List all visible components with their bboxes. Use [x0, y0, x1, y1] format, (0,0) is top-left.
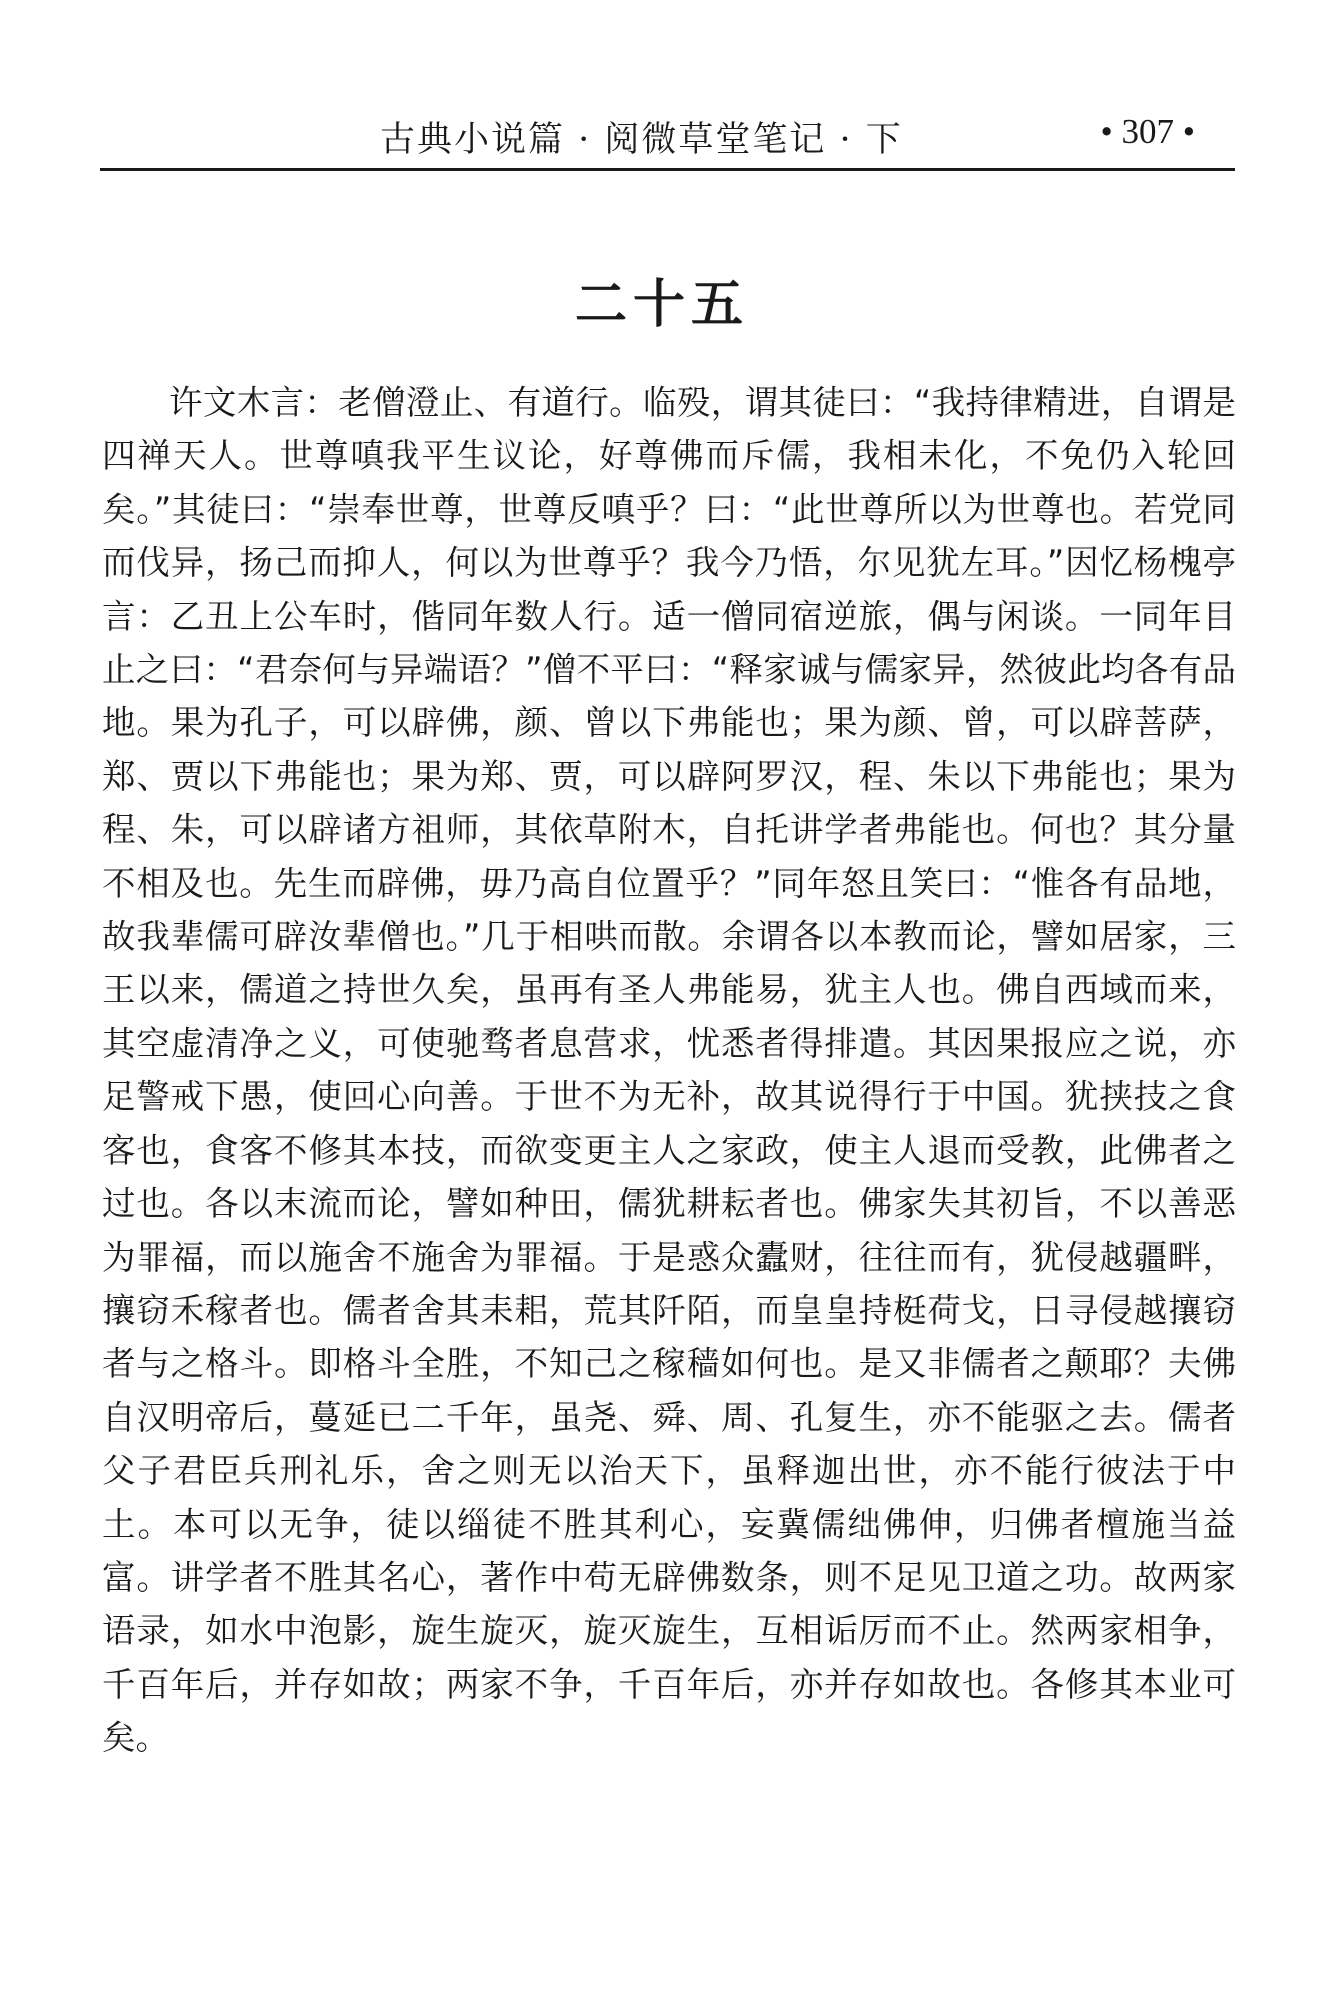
- running-header: [100, 100, 1235, 172]
- page-number: • 307 •: [1100, 112, 1195, 151]
- header-rule: [100, 168, 1235, 171]
- body-paragraph: 许文木言：老僧澄止、有道行。临殁，谓其徒曰：“我持律精进，自谓是四禅天人。世尊嗔我平生议论，好尊佛而斥儒，我相未化，不免仍入轮回矣。”其徒曰：“崇奉世尊，世尊反嗔乎？曰：“此世尊所以为世尊也。若党同而伐异，扬己而抑人，何以为世尊乎？我今乃悟，尔见犹左耳。”因忆杨槐亭言：乙丑上公车时，偕同年数人行。适一僧同宿逆旅，偶与闲谈。一同年目止之曰：“君奈何与异端语？”僧不平曰：“释家诚与儒家异，然彼此均各有品地。果为孔子，可以辟佛，颜、曾以下弗能也；果为颜、曾，可以辟菩萨，郑、贾以下弗能也；果为郑、贾，可以辟阿罗汉，程、朱以下弗能也；果为程、朱，可以辟诸方祖师，其依草附木，自托讲学者弗能也。何也？其分量不相及也。先生而辟佛，毋乃高自位置乎？”同年怒且笑曰：“惟各有品地，故我辈儒可辟汝辈僧也。”几于相哄而散。余谓各以本教而论，譬如居家，三王以来，儒道之持世久矣，虽再有圣人弗能易，犹主人也。佛自西域而来，其空虚清净之义，可使驰骛者息营求，忧悉者得排遣。其因果报应之说，亦足警戒下愚，使回心向善。于世不为无补，故其说得行于中国。犹挟技之食客也，食客不修其本技，而欲变更主人之家政，使主人退而受教，此佛者之过也。各以末流而论，譬如种田，儒犹耕耘者也。佛家失其初旨，不以善恶为罪福，而以施舍不施舍为罪福。于是惑众蠹财，往往而有，犹侵越疆畔，攘窃禾稼者也。儒者舍其耒耜，荒其阡陌，而皇皇持梃荷戈，日寻侵越攘窃者与之格斗。即格斗全胜，不知己之稼穑如何也。是又非儒者之颠耶？夫佛自汉明帝后，蔓延已二千年，虽尧、舜、周、孔复生，亦不能驱之去。儒者父子君臣兵刑礼乐，舍之则无以治天下，虽释迦出世，亦不能行彼法于中土。本可以无争，徒以缁徒不胜其利心，妄冀儒绌佛伸，归佛者檀施当益富。讲学者不胜其名心，著作中苟无辟佛数条，则不足见卫道之功。故两家语录，如水中泡影，旋生旋灭，旋灭旋生，互相诟厉而不止。然两家相争，千百年后，并存如故；两家不争，千百年后，亦并存如故也。各修其本业可矣。: [102, 383, 1236, 1758]
- section-heading: 二十五: [574, 275, 749, 335]
- running-header-title: 古典小说篇 · 阅微草堂笔记 · 下: [380, 120, 903, 160]
